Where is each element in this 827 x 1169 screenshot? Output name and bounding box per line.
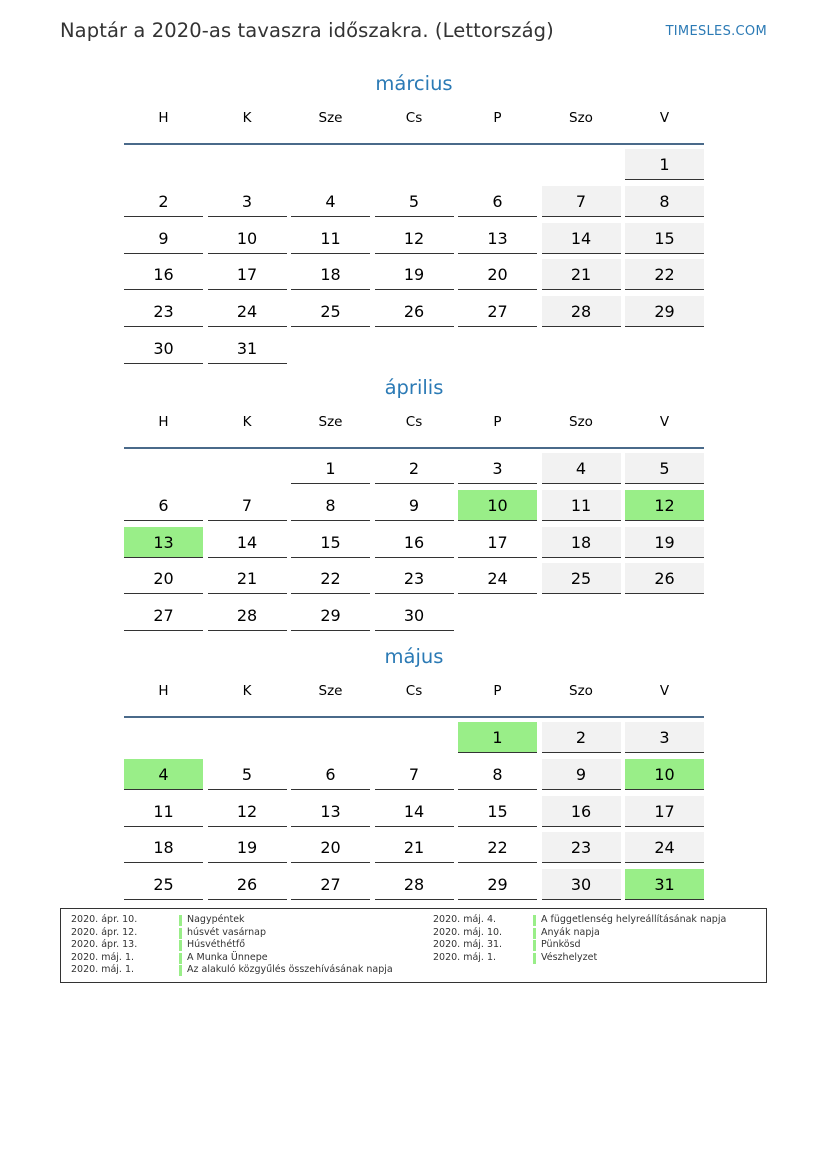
holiday-color-marker (179, 940, 182, 951)
day-cell: 7 (375, 759, 454, 790)
day-cell: 24 (458, 563, 537, 594)
day-cell: 26 (208, 869, 287, 900)
weekday-label: Cs (405, 683, 423, 699)
day-cell: 30 (124, 333, 203, 364)
day-cell: 12 (375, 223, 454, 254)
weekday-header (124, 676, 704, 718)
holiday-day-cell: 12 (625, 490, 704, 521)
day-cell: 30 (375, 600, 454, 631)
empty-cell (542, 149, 621, 179)
day-grid (124, 718, 704, 906)
day-cell: 29 (458, 869, 537, 900)
legend-date: 2020. ápr. 10. (71, 914, 138, 925)
day-cell: 11 (124, 796, 203, 827)
day-cell: 9 (375, 490, 454, 521)
weekday-label: P (493, 110, 502, 126)
day-cell: 15 (625, 223, 704, 254)
weekday-label: Cs (405, 414, 423, 430)
empty-cell (124, 722, 203, 752)
day-cell: 31 (208, 333, 287, 364)
day-cell: 29 (625, 296, 704, 327)
holiday-color-marker (179, 965, 182, 976)
day-cell: 23 (124, 296, 203, 327)
day-cell: 2 (124, 186, 203, 217)
day-cell: 21 (208, 563, 287, 594)
day-cell: 3 (208, 186, 287, 217)
day-cell: 19 (625, 527, 704, 558)
day-cell: 22 (458, 832, 537, 863)
holiday-color-marker (533, 915, 536, 926)
empty-cell (458, 149, 537, 179)
day-cell: 25 (542, 563, 621, 594)
weekday-label: Cs (405, 110, 423, 126)
legend-holiday-name: A Munka Ünnepe (187, 951, 268, 963)
day-cell: 17 (208, 259, 287, 290)
holiday-day-cell: 10 (458, 490, 537, 521)
weekday-label: V (659, 414, 670, 430)
day-cell: 23 (375, 563, 454, 594)
day-cell: 8 (458, 759, 537, 790)
weekday-label: Sze (318, 110, 343, 126)
weekday-header (124, 407, 704, 449)
empty-cell (124, 149, 203, 179)
legend-date: 2020. máj. 10. (433, 926, 503, 938)
weekday-label: H (158, 414, 169, 430)
day-cell: 18 (542, 527, 621, 558)
day-cell: 27 (291, 869, 370, 900)
weekday-header (124, 103, 704, 145)
month-name: április (384, 376, 444, 399)
month-name: március (375, 72, 453, 95)
legend-holiday-name: Vészhelyzet (541, 951, 598, 963)
day-cell: 20 (124, 563, 203, 594)
holiday-day-cell: 1 (458, 722, 537, 753)
holiday-color-marker (533, 953, 536, 964)
day-cell: 6 (291, 759, 370, 790)
day-cell: 11 (542, 490, 621, 521)
day-grid (124, 449, 704, 637)
day-cell: 4 (542, 453, 621, 484)
day-cell: 16 (375, 527, 454, 558)
empty-cell (375, 149, 454, 179)
legend-date: 2020. máj. 1. (71, 964, 135, 975)
legend-holiday-name: Az alakuló közgyűlés összehívásának napja (187, 964, 393, 975)
legend-date: 2020. ápr. 12. (71, 926, 138, 938)
holiday-day-cell: 10 (625, 759, 704, 790)
day-cell: 24 (625, 832, 704, 863)
day-cell: 26 (625, 563, 704, 594)
day-cell: 23 (542, 832, 621, 863)
day-cell: 1 (625, 149, 704, 180)
day-cell: 4 (291, 186, 370, 217)
holiday-legend (60, 908, 767, 983)
day-cell: 21 (375, 832, 454, 863)
empty-cell (124, 453, 203, 483)
day-cell: 27 (458, 296, 537, 327)
day-cell: 20 (291, 832, 370, 863)
day-cell: 12 (208, 796, 287, 827)
empty-cell (208, 722, 287, 752)
day-cell: 14 (542, 223, 621, 254)
empty-cell (291, 149, 370, 179)
day-cell: 15 (291, 527, 370, 558)
weekday-label: Sze (318, 414, 343, 430)
day-cell: 29 (291, 600, 370, 631)
day-cell: 7 (208, 490, 287, 521)
legend-holiday-name: A függetlenség helyreállításának napja (541, 914, 727, 925)
day-cell: 24 (208, 296, 287, 327)
day-cell: 22 (291, 563, 370, 594)
weekday-label: Szo (569, 414, 593, 430)
day-cell: 30 (542, 869, 621, 900)
day-cell: 1 (291, 453, 370, 484)
day-cell: 5 (625, 453, 704, 484)
day-cell: 25 (291, 296, 370, 327)
holiday-day-cell: 13 (124, 527, 203, 558)
day-cell: 8 (625, 186, 704, 217)
weekday-label: H (158, 110, 169, 126)
day-grid (124, 145, 704, 370)
legend-holiday-name: Pünkösd (541, 939, 581, 950)
day-cell: 14 (208, 527, 287, 558)
day-cell: 6 (124, 490, 203, 521)
day-cell: 13 (458, 223, 537, 254)
day-cell: 18 (124, 832, 203, 863)
day-cell: 10 (208, 223, 287, 254)
day-cell: 2 (375, 453, 454, 484)
day-cell: 27 (124, 600, 203, 631)
day-cell: 21 (542, 259, 621, 290)
site-link[interactable]: TIMESLES.COM (665, 24, 767, 39)
day-cell: 15 (458, 796, 537, 827)
day-cell: 5 (375, 186, 454, 217)
legend-date: 2020. máj. 31. (433, 939, 503, 950)
legend-holiday-name: húsvét vasárnap (187, 926, 267, 938)
weekday-label: V (659, 683, 670, 699)
legend-holiday-name: Nagypéntek (187, 914, 245, 925)
day-cell: 7 (542, 186, 621, 217)
day-cell: 18 (291, 259, 370, 290)
month-calendar (124, 69, 704, 370)
weekday-label: K (242, 683, 252, 699)
weekday-label: K (242, 414, 252, 430)
holiday-color-marker (179, 915, 182, 926)
empty-cell (291, 722, 370, 752)
day-cell: 14 (375, 796, 454, 827)
day-cell: 26 (375, 296, 454, 327)
day-cell: 22 (625, 259, 704, 290)
legend-date: 2020. máj. 1. (71, 951, 135, 963)
day-cell: 9 (124, 223, 203, 254)
weekday-label: K (242, 110, 252, 126)
day-cell: 6 (458, 186, 537, 217)
day-cell: 28 (542, 296, 621, 327)
day-cell: 16 (124, 259, 203, 290)
holiday-color-marker (179, 953, 182, 964)
day-cell: 3 (458, 453, 537, 484)
month-name: május (384, 645, 444, 668)
holiday-day-cell: 31 (625, 869, 704, 900)
weekday-label: Sze (318, 683, 343, 699)
day-cell: 28 (208, 600, 287, 631)
holiday-color-marker (533, 940, 536, 951)
holiday-color-marker (179, 928, 182, 939)
day-cell: 19 (208, 832, 287, 863)
day-cell: 9 (542, 759, 621, 790)
legend-date: 2020. máj. 1. (433, 951, 497, 963)
weekday-label: P (493, 683, 502, 699)
legend-holiday-name: Anyák napja (541, 926, 600, 938)
day-cell: 13 (291, 796, 370, 827)
weekday-label: Szo (569, 110, 593, 126)
empty-cell (208, 149, 287, 179)
empty-cell (375, 722, 454, 752)
weekday-label: Szo (569, 683, 593, 699)
month-calendar (124, 373, 704, 637)
legend-holiday-name: Húsvéthétfő (187, 939, 246, 950)
day-cell: 8 (291, 490, 370, 521)
holiday-color-marker (533, 928, 536, 939)
holiday-day-cell: 4 (124, 759, 203, 790)
weekday-label: V (659, 110, 670, 126)
day-cell: 2 (542, 722, 621, 753)
weekday-label: H (158, 683, 169, 699)
legend-date: 2020. máj. 4. (433, 914, 497, 925)
day-cell: 28 (375, 869, 454, 900)
day-cell: 25 (124, 869, 203, 900)
day-cell: 5 (208, 759, 287, 790)
weekday-label: P (493, 414, 502, 430)
page-title: Naptár a 2020-as tavaszra időszakra. (Lettország) (60, 19, 554, 42)
day-cell: 19 (375, 259, 454, 290)
month-calendar (124, 642, 704, 906)
day-cell: 16 (542, 796, 621, 827)
empty-cell (208, 453, 287, 483)
day-cell: 17 (625, 796, 704, 827)
day-cell: 20 (458, 259, 537, 290)
legend-date: 2020. ápr. 13. (71, 939, 138, 950)
day-cell: 3 (625, 722, 704, 753)
day-cell: 11 (291, 223, 370, 254)
day-cell: 17 (458, 527, 537, 558)
